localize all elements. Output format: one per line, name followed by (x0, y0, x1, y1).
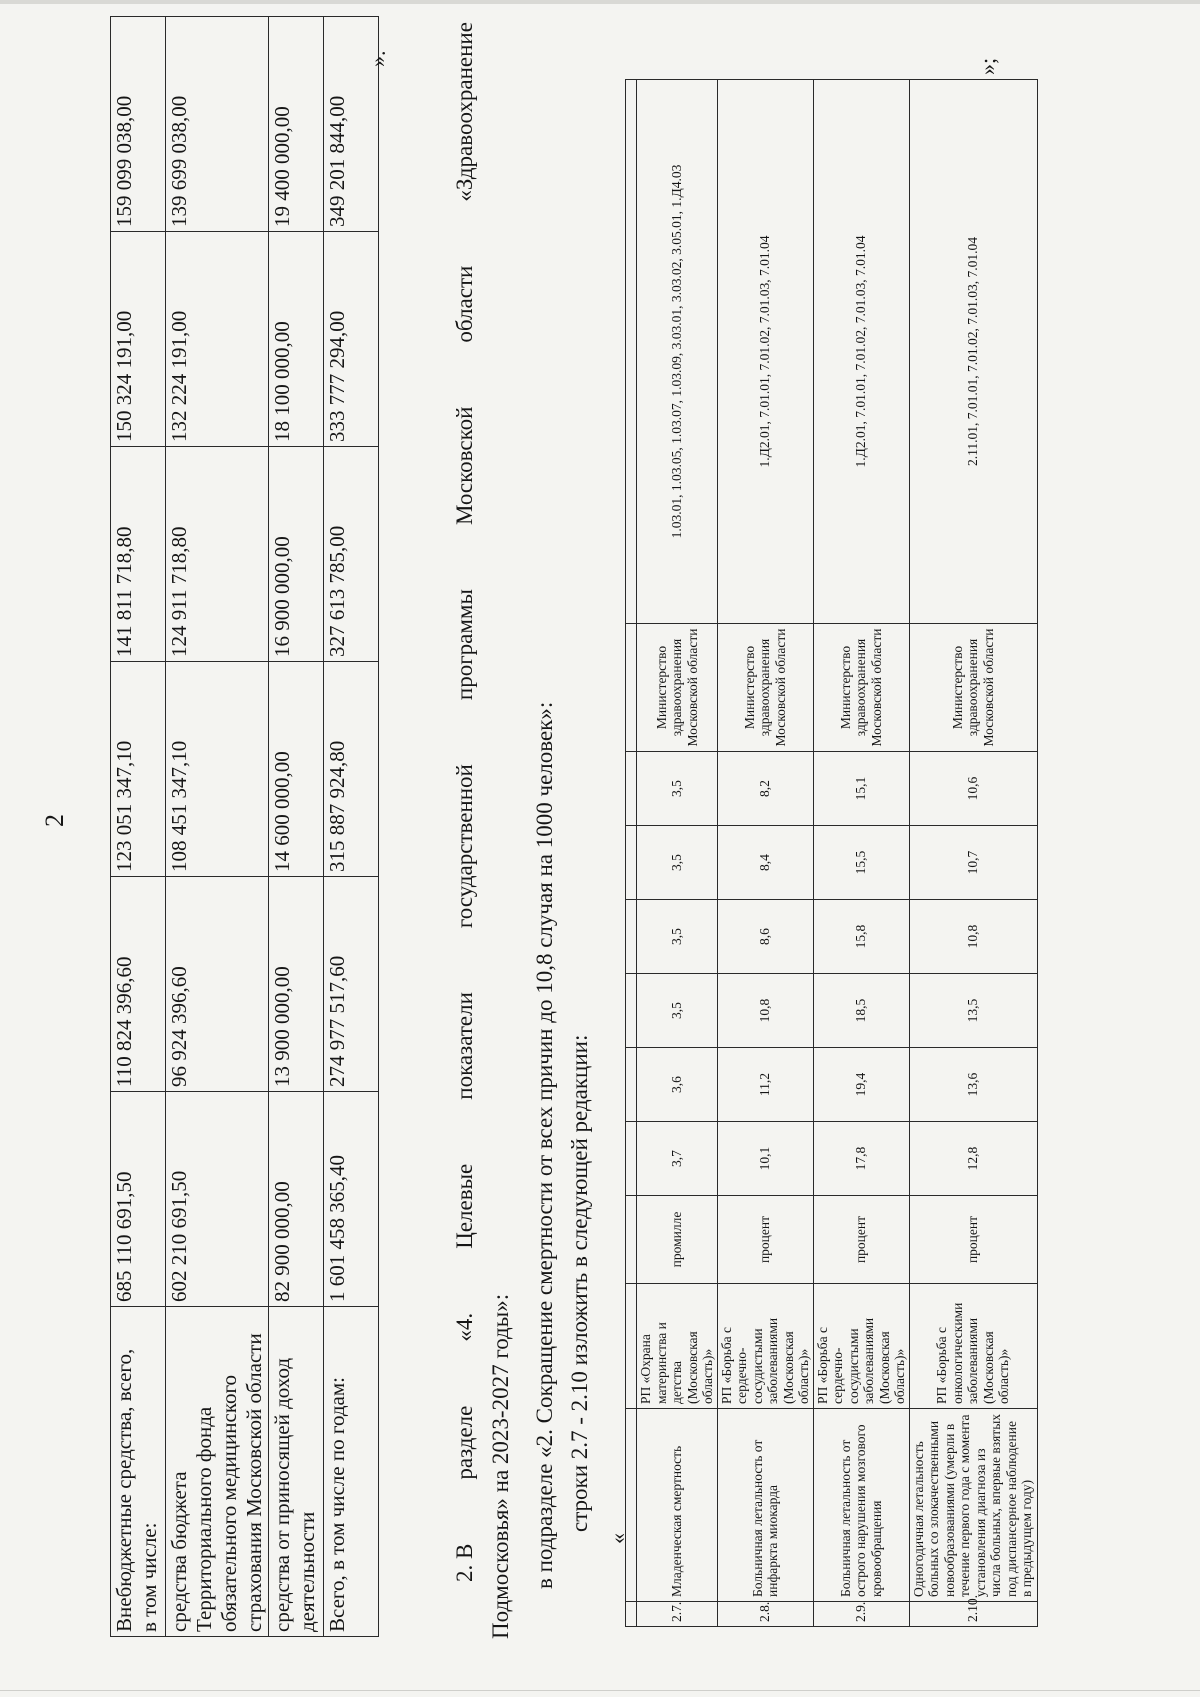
indicator-name: Одногодичная летальность больных со злокачественными новообразованиями (умерли в течение первого года с момента установления диагноза из числа больных, впервые взятых под диспансерное наблюдение в предыдущем году) (909, 1409, 1037, 1602)
rows-instruction-text: строки 2.7 - 2.10 изложить в следующей редакции: (567, 1034, 592, 1532)
finance-cell: 139 699 038,00 (166, 17, 269, 232)
indicator-value: 8,4 (717, 826, 813, 900)
finance-cell: 274 977 517,60 (324, 877, 379, 1092)
indicator-value: 3,5 (637, 900, 718, 974)
finance-row-label: средства бюджета Территориального фонда обязательного медицинского страхования Московской области (166, 1307, 269, 1637)
finance-cell: 349 201 844,00 (324, 17, 379, 232)
indicator-value: 15,1 (813, 752, 909, 826)
indicator-value: 15,8 (813, 900, 909, 974)
indicator-name: Младенческая смертность (637, 1409, 718, 1602)
finance-row (269, 17, 324, 1637)
activity-codes: 1.03.01, 1.03.05, 1.03.07, 1.03.09, 3.03.01, 3.03.02, 3.05.01, 1.Д4.03 (637, 80, 718, 624)
closing-quote: ». (365, 50, 390, 67)
indicator-value: 3,5 (637, 974, 718, 1048)
indicator-number: 2.7. (637, 1602, 718, 1627)
rotated-page-content (20, 20, 1180, 1677)
section-word: области (452, 265, 477, 343)
indicator-value: 13,6 (909, 1048, 1037, 1122)
finance-cell: 141 811 718,80 (111, 447, 166, 662)
regional-project: РП «Борьба с онкологическими заболеваниями (Московская область)» (909, 1284, 1037, 1409)
responsible-body: Министерство здравоохранения Московской области (717, 624, 813, 752)
indicator-value: 3,7 (637, 1122, 718, 1196)
finance-row-label: Всего, в том числе по годам: (324, 1307, 379, 1637)
section-word: показатели (452, 992, 477, 1100)
finance-cell: 123 051 347,10 (111, 662, 166, 877)
section-word: 2. В (452, 1543, 477, 1582)
indicator-value: 10,1 (717, 1122, 813, 1196)
finance-cell: 13 900 000,00 (269, 877, 324, 1092)
regional-project: РП «Охрана материнства и детства (Московская область)» (637, 1284, 718, 1409)
indicator-number: 2.10. (909, 1602, 1037, 1627)
closing-quote: »; (975, 57, 1000, 75)
indicator-row (813, 80, 909, 1627)
indicator-value: 11,2 (717, 1048, 813, 1122)
finance-cell: 602 210 691,50 (166, 1092, 269, 1307)
indicator-unit: промилле (637, 1196, 718, 1284)
indicator-name: Больничная летальность от инфаркта миокарда (717, 1409, 813, 1602)
responsible-body: Министерство здравоохранения Московской области (909, 624, 1037, 752)
finance-cell: 14 600 000,00 (269, 662, 324, 877)
indicator-unit: процент (909, 1196, 1037, 1284)
indicator-row (909, 80, 1037, 1627)
finance-cell: 18 100 000,00 (269, 232, 324, 447)
finance-cell: 333 777 294,00 (324, 232, 379, 447)
indicator-value: 8,2 (717, 752, 813, 826)
indicator-row (717, 80, 813, 1627)
indicator-number: 2.9. (813, 1602, 909, 1627)
finance-row (111, 17, 166, 1637)
opening-quote: « (605, 1533, 630, 1544)
table-header-edge (626, 80, 637, 1627)
section-heading-continuation: Подмосковья» на 2023-2027 годы»: (488, 1293, 513, 1639)
indicator-value: 17,8 (813, 1122, 909, 1196)
finance-cell: 108 451 347,10 (166, 662, 269, 877)
section-word: Московской (452, 406, 477, 526)
finance-cell: 327 613 785,00 (324, 447, 379, 662)
section-word: «4. (452, 1312, 477, 1342)
finance-cell: 16 900 000,00 (269, 447, 324, 662)
finance-row-label: средства от приносящей доход деятельности (269, 1307, 324, 1637)
finance-cell: 685 110 691,50 (111, 1092, 166, 1307)
finance-cell: 315 887 924,80 (324, 662, 379, 877)
regional-project: РП «Борьба с сердечно-сосудистыми заболеваниями (Московская область)» (813, 1284, 909, 1409)
section-word: государственной (452, 764, 477, 929)
finance-cell: 1 601 458 365,40 (324, 1092, 379, 1307)
indicator-value: 3,5 (637, 752, 718, 826)
finance-table (110, 16, 379, 1637)
finance-cell: 159 099 038,00 (111, 17, 166, 232)
finance-cell: 110 824 396,60 (111, 877, 166, 1092)
indicator-value: 10,7 (909, 826, 1037, 900)
finance-row (166, 17, 269, 1637)
activity-codes: 2.11.01, 7.01.01, 7.01.02, 7.01.03, 7.01.04 (909, 80, 1037, 624)
section-word: «Здравоохранение (452, 22, 477, 202)
section-word: программы (452, 589, 477, 701)
indicator-value: 15,5 (813, 826, 909, 900)
indicator-value: 10,6 (909, 752, 1037, 826)
indicator-value: 18,5 (813, 974, 909, 1048)
indicator-value: 10,8 (717, 974, 813, 1048)
section-heading-line (450, 22, 480, 1582)
indicator-name: Больничная летальность от острого нарушения мозгового кровообращения (813, 1409, 909, 1602)
finance-cell: 19 400 000,00 (269, 17, 324, 232)
indicator-value: 12,8 (909, 1122, 1037, 1196)
indicator-value: 19,4 (813, 1048, 909, 1122)
responsible-body: Министерство здравоохранения Московской области (813, 624, 909, 752)
indicator-value: 10,8 (909, 900, 1037, 974)
scan-edge-top (0, 0, 1200, 4)
activity-codes: 1.Д2.01, 7.01.01, 7.01.02, 7.01.03, 7.01.04 (813, 80, 909, 624)
indicator-unit: процент (813, 1196, 909, 1284)
responsible-body: Министерство здравоохранения Московской области (637, 624, 718, 752)
finance-cell: 124 911 718,80 (166, 447, 269, 662)
finance-cell: 150 324 191,00 (111, 232, 166, 447)
finance-row-label: Внебюджетные средства, всего, в том числе: (111, 1307, 166, 1637)
finance-cell: 96 924 396,60 (166, 877, 269, 1092)
indicator-value: 3,6 (637, 1048, 718, 1122)
indicator-value: 3,5 (637, 826, 718, 900)
subsection-text: в подразделе «2. Сокращение смертности от всех причин до 10,8 случая на 1000 человек»: (532, 701, 557, 1589)
indicator-unit: процент (717, 1196, 813, 1284)
scan-edge-bottom (0, 1690, 1200, 1691)
indicator-value: 8,6 (717, 900, 813, 974)
regional-project: РП «Борьба с сердечно-сосудистыми заболеваниями (Московская область)» (717, 1284, 813, 1409)
section-word: разделе (452, 1405, 477, 1480)
indicator-number: 2.8. (717, 1602, 813, 1627)
finance-cell: 132 224 191,00 (166, 232, 269, 447)
indicator-table (625, 79, 1038, 1627)
finance-cell: 82 900 000,00 (269, 1092, 324, 1307)
activity-codes: 1.Д2.01, 7.01.01, 7.01.02, 7.01.03, 7.01.04 (717, 80, 813, 624)
indicator-value: 13,5 (909, 974, 1037, 1048)
finance-row (324, 17, 379, 1637)
section-word: Целевые (452, 1163, 477, 1249)
page-number: 2 (40, 814, 69, 827)
indicator-row (637, 80, 718, 1627)
